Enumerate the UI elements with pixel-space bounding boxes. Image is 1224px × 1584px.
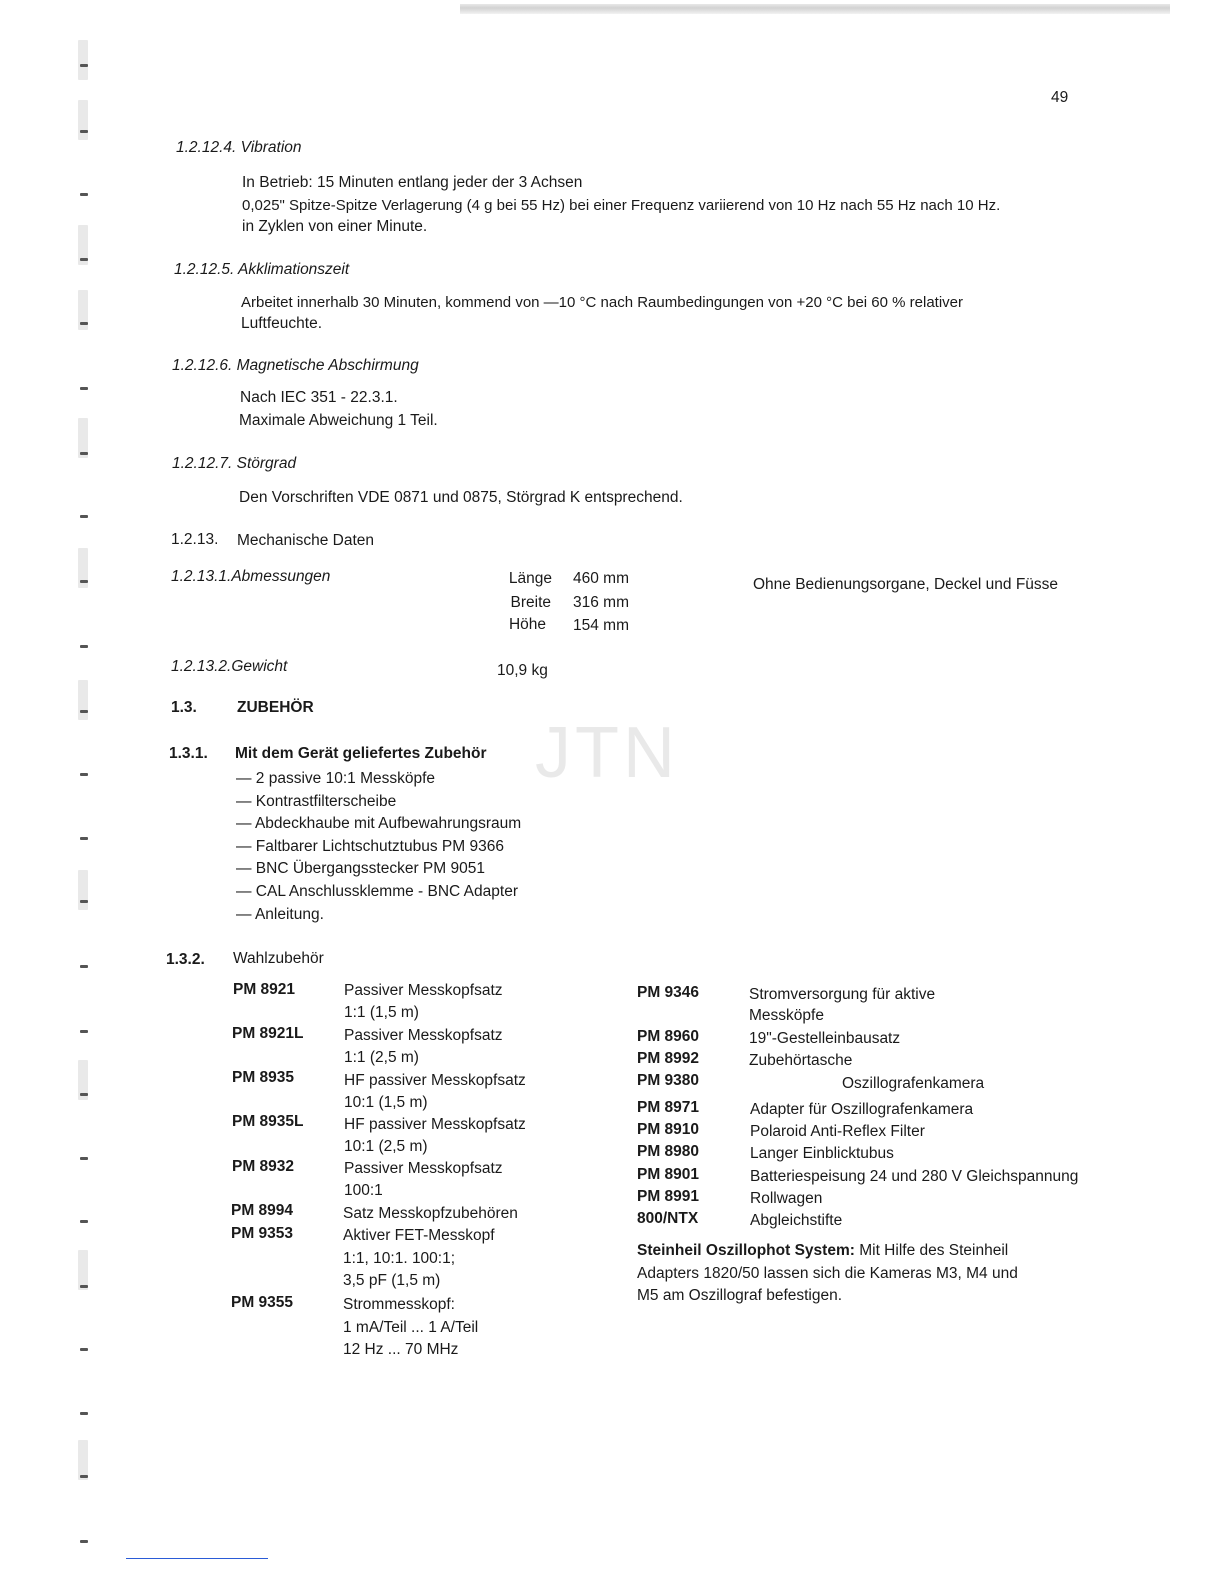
section-heading-magnetic: 1.2.12.6. Magnetische Abschirmung [172, 357, 419, 374]
accessory-code: PM 9346 [637, 984, 700, 1001]
accessory-description: Satz Messkopfzubehören [343, 1205, 518, 1222]
binding-hole [80, 1412, 88, 1415]
accessory-code: PM 8992 [637, 1050, 700, 1067]
binding-hole [80, 387, 88, 390]
accessory-description: Strommesskopf: [343, 1296, 455, 1313]
binding-hole [78, 680, 88, 720]
binding-hole [80, 1475, 88, 1478]
accessory-description: 3,5 pF (1,5 m) [343, 1272, 441, 1289]
page-number: 49 [1051, 89, 1069, 106]
binding-hole [80, 322, 88, 325]
list-item: — BNC Übergangsstecker PM 9051 [236, 860, 485, 878]
section-title-mechanical: Mechanische Daten [237, 532, 374, 549]
accessory-description: Batteriespeisung 24 und 280 V Gleichspannung [750, 1168, 1079, 1185]
accessory-description: Polaroid Anti-Reflex Filter [750, 1123, 925, 1140]
binding-margin [0, 0, 100, 1584]
watermark: JTN [535, 713, 679, 793]
binding-hole [80, 1348, 88, 1351]
accessory-description: 100:1 [344, 1182, 383, 1199]
accessory-code: 800/NTX [637, 1210, 699, 1227]
binding-hole [80, 1220, 88, 1223]
dimension-value: 460 mm [573, 570, 629, 587]
binding-hole [80, 130, 88, 133]
binding-hole [80, 900, 88, 903]
accessory-description: Adapter für Oszillografenkamera [750, 1101, 974, 1118]
steinheil-note-line-2: Adapters 1820/50 lassen sich die Kameras M3, M4 und [637, 1265, 1018, 1282]
section-title-supplied: Mit dem Gerät geliefertes Zubehör [235, 745, 487, 762]
dimension-label: Breite [510, 594, 551, 611]
binding-hole [80, 965, 88, 968]
accessory-description: 12 Hz ... 70 MHz [343, 1341, 459, 1358]
accessory-description: Langer Einblicktubus [750, 1145, 894, 1162]
binding-hole [80, 710, 88, 713]
dimension-value: 154 mm [573, 617, 629, 634]
dimension-label: Höhe [508, 616, 546, 633]
binding-hole [80, 1093, 88, 1096]
accessory-description: Aktiver FET-Messkopf [343, 1227, 495, 1244]
binding-hole [80, 258, 88, 261]
accessory-code: PM 9353 [231, 1225, 294, 1242]
accessory-code: PM 9355 [231, 1294, 294, 1311]
binding-hole [80, 1157, 88, 1160]
accessory-code: PM 8901 [637, 1166, 700, 1183]
magnetic-line-1: Nach IEC 351 - 22.3.1. [240, 389, 398, 406]
accessory-description: Zubehörtasche [749, 1052, 853, 1069]
binding-hole [80, 773, 88, 776]
list-item: — Faltbarer Lichtschutztubus PM 9366 [236, 837, 504, 855]
accessory-code: PM 8910 [637, 1121, 700, 1138]
accessory-description: HF passiver Messkopfsatz [344, 1116, 526, 1133]
accessory-description: 1:1, 10:1. 100:1; [343, 1250, 456, 1267]
list-item: — Kontrastfilterscheibe [236, 792, 397, 810]
list-item: — 2 passive 10:1 Messköpfe [236, 770, 436, 787]
binding-hole [80, 515, 88, 518]
steinheil-note-line-1 [637, 1240, 1008, 1261]
list-item: — Anleitung. [236, 905, 324, 923]
section-title-optional: Wahlzubehör [233, 950, 324, 967]
scan-top-edge [460, 4, 1170, 14]
interference-line-1: Den Vorschriften VDE 0871 und 0875, Störgrad K entsprechend. [239, 489, 683, 506]
section-heading-vibration: 1.2.12.4. Vibration [176, 139, 302, 156]
accessory-code: PM 8932 [232, 1158, 295, 1175]
dimensions-note: Ohne Bedienungsorgane, Deckel und Füsse [753, 576, 1059, 593]
dimension-value: 316 mm [573, 594, 629, 611]
accessory-description: Passiver Messkopfsatz [344, 1160, 503, 1177]
binding-hole [80, 837, 88, 840]
acclimation-line-2: Luftfeuchte. [241, 315, 323, 332]
accessory-description: Oszillografenkamera [842, 1075, 985, 1092]
weight-heading: 1.2.13.2.Gewicht [171, 658, 288, 675]
steinheil-note-text: Mit Hilfe des Steinheil [854, 1242, 1009, 1259]
accessory-code: PM 8971 [637, 1099, 700, 1116]
accessory-code: PM 9380 [637, 1072, 700, 1089]
list-item: — Abdeckhaube mit Aufbewahrungsraum [236, 815, 522, 833]
binding-hole [80, 645, 88, 648]
accessory-description: Rollwagen [750, 1190, 823, 1207]
binding-hole [80, 1540, 88, 1543]
accessory-description: 1:1 (2,5 m) [344, 1049, 419, 1066]
binding-hole [78, 40, 88, 80]
dimensions-heading: 1.2.13.1.Abmessungen [171, 568, 331, 585]
accessory-description: 19"-Gestelleinbausatz [749, 1030, 901, 1047]
accessory-description: Messköpfe [749, 1007, 824, 1024]
magnetic-line-2: Maximale Abweichung 1 Teil. [239, 412, 438, 429]
accessory-description: 1 mA/Teil ... 1 A/Teil [343, 1319, 479, 1336]
section-heading-interference: 1.2.12.7. Störgrad [172, 455, 297, 472]
binding-hole [80, 580, 88, 583]
footer-rule [126, 1558, 268, 1559]
section-heading-acclimation: 1.2.12.5. Akklimationszeit [174, 261, 350, 278]
acclimation-line-1: Arbeitet innerhalb 30 Minuten, kommend von —10 °C nach Raumbedingungen von +20 °C bei 60 % relativer [241, 294, 964, 311]
binding-hole [78, 870, 88, 910]
accessory-code: PM 8960 [637, 1028, 700, 1045]
accessory-description: Stromversorgung für aktive [749, 986, 936, 1003]
list-item: — CAL Anschlussklemme - BNC Adapter [236, 882, 518, 900]
binding-hole [80, 1030, 88, 1033]
accessory-code: PM 8935 [232, 1069, 295, 1086]
dimension-label: Länge [508, 570, 552, 587]
section-number-supplied: 1.3.1. [169, 745, 208, 762]
weight-value: 10,9 kg [497, 662, 548, 679]
accessory-description: Passiver Messkopfsatz [344, 1027, 503, 1044]
steinheil-note-line-3: M5 am Oszillograf befestigen. [637, 1287, 843, 1304]
section-number-optional: 1.3.2. [166, 951, 205, 968]
vibration-line-2: 0,025" Spitze-Spitze Verlagerung (4 g bei 55 Hz) bei einer Frequenz variierend von 10 Hz nach 55 Hz nach 10 Hz. [242, 197, 1001, 214]
supplied-accessories-list [236, 768, 521, 926]
accessory-code: PM 8935L [232, 1113, 304, 1130]
accessory-description: 10:1 (1,5 m) [344, 1094, 428, 1111]
binding-hole [78, 1440, 88, 1480]
binding-hole [78, 1250, 88, 1290]
vibration-line-3: in Zyklen von einer Minute. [242, 218, 428, 235]
binding-hole [80, 1285, 88, 1288]
vibration-line-1: In Betrieb: 15 Minuten entlang jeder der 3 Achsen [242, 174, 583, 191]
accessory-code: PM 8921 [233, 981, 296, 998]
accessory-code: PM 8921L [232, 1025, 304, 1042]
accessory-description: Passiver Messkopfsatz [344, 982, 503, 999]
binding-hole [80, 452, 88, 455]
binding-hole [80, 193, 88, 196]
accessory-description: 10:1 (2,5 m) [344, 1138, 428, 1155]
accessory-code: PM 8994 [231, 1202, 294, 1219]
accessory-description: Abgleichstifte [750, 1212, 843, 1229]
section-number-mechanical: 1.2.13. [171, 531, 219, 548]
accessory-description: 1:1 (1,5 m) [344, 1004, 419, 1021]
section-title-accessories: ZUBEHÖR [237, 699, 314, 716]
accessory-code: PM 8980 [637, 1143, 700, 1160]
section-number-accessories: 1.3. [171, 699, 197, 716]
binding-hole [78, 100, 88, 140]
steinheil-note-bold: Steinheil Oszillophot System: [637, 1242, 855, 1259]
accessory-code: PM 8991 [637, 1188, 700, 1205]
accessory-description: HF passiver Messkopfsatz [344, 1072, 526, 1089]
binding-hole [80, 64, 88, 67]
